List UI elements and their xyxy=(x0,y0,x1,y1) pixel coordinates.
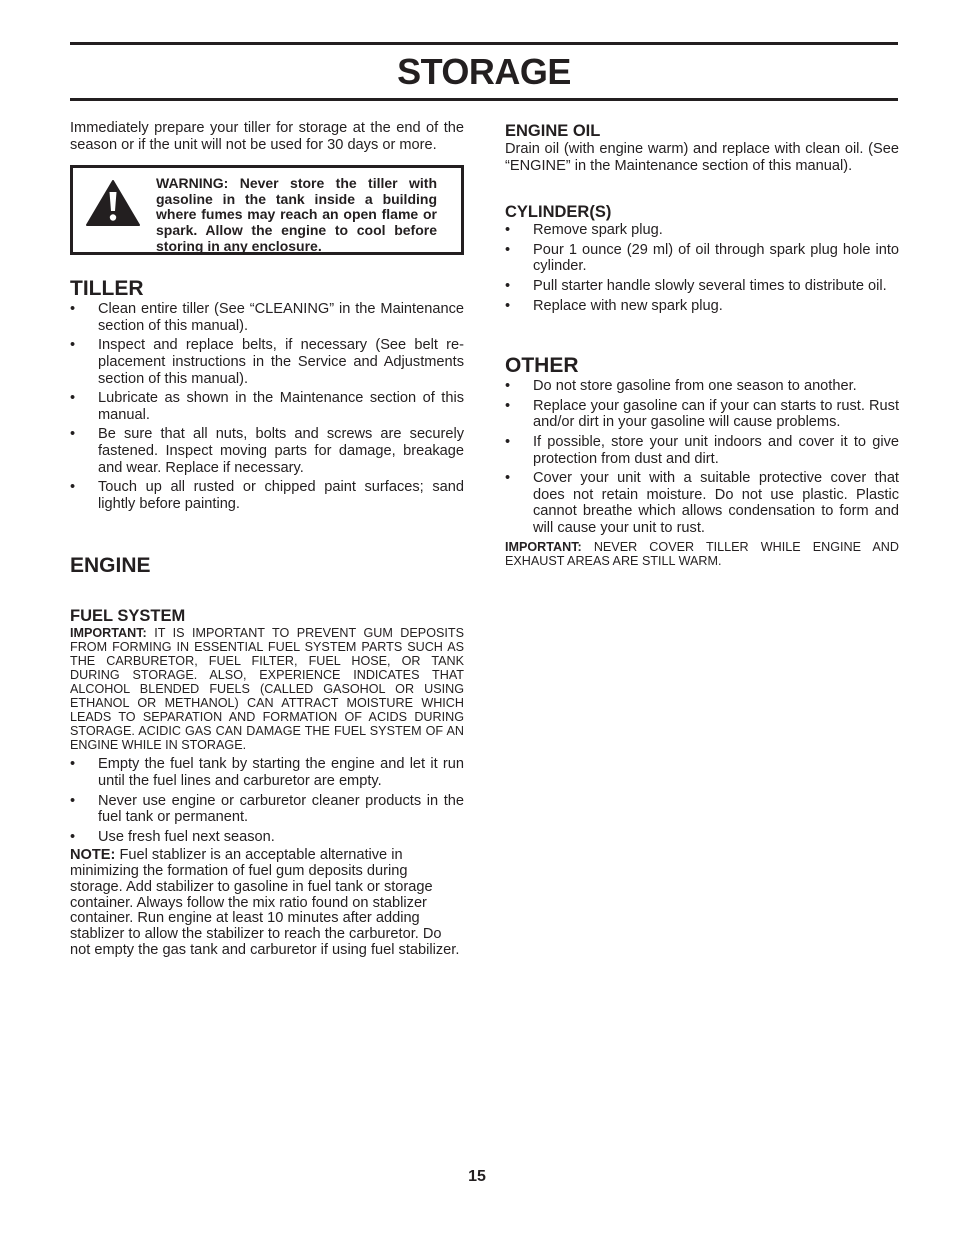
list-item: • Inspect and replace belts, if necessary (See belt re-placement instructions in the Service and Adjustments section of this manual). xyxy=(70,337,464,387)
engine-oil-paragraph: Drain oil (with engine warm) and replace with clean oil. (See “ENGINE” in the Maintenance section of this manual). xyxy=(505,141,899,174)
note-label: NOTE: xyxy=(70,847,116,864)
list-item: • Pull starter handle slowly several times to distribute oil. xyxy=(505,278,899,295)
engine-oil-heading: ENGINE OIL xyxy=(505,122,601,140)
list-item: • If possible, store your unit indoors and cover it to give protection from dust and dirt. xyxy=(505,434,899,467)
intro-paragraph: Immediately prepare your tiller for storage at the end of the season or if the unit will not be used for 30 days or more. xyxy=(70,120,464,153)
list-item: • Replace with new spark plug. xyxy=(505,298,899,315)
tiller-list xyxy=(70,301,464,512)
list-item: • Clean entire tiller (See “CLEANING” in the Maintenance section of this manual). xyxy=(70,301,464,334)
other-heading: OTHER xyxy=(505,354,579,378)
list-item: • Lubricate as shown in the Maintenance section of this manual. xyxy=(70,390,464,423)
cylinders-list xyxy=(505,222,899,314)
list-item: • Pour 1 ounce (29 ml) of oil through spark plug hole into cylinder. xyxy=(505,242,899,275)
warning-triangle-icon xyxy=(85,178,141,228)
list-item: • Replace your gasoline can if your can starts to rust. Rust and/or dirt in your gasoline will cause problems. xyxy=(505,398,899,431)
engine-heading: ENGINE xyxy=(70,554,151,578)
page-number: 15 xyxy=(468,1168,486,1185)
tiller-heading: TILLER xyxy=(70,277,144,301)
list-item: • Empty the fuel tank by starting the engine and let it run until the fuel lines and carburetor are empty. xyxy=(70,756,464,789)
important-label: IMPORTANT: xyxy=(70,626,147,641)
top-rule xyxy=(70,42,898,45)
warning-box xyxy=(70,165,464,255)
list-item: • Be sure that all nuts, bolts and screws are securely fastened. Inspect moving parts for damage, breakage and wear. Replace if necessary. xyxy=(70,426,464,476)
list-item: • Remove spark plug. xyxy=(505,222,899,239)
other-important-paragraph xyxy=(505,540,899,568)
important-text: NEVER COVER TILLER WHILE ENGINE AND EXHAUST AREAS ARE STILL WARM. xyxy=(505,539,899,568)
right-column xyxy=(505,120,899,568)
cylinders-heading: CYLINDER(S) xyxy=(505,203,612,222)
fuel-important-paragraph xyxy=(70,626,464,752)
list-item: • Use fresh fuel next season. xyxy=(70,829,464,846)
important-label: IMPORTANT: xyxy=(505,539,582,554)
fuel-system-list xyxy=(70,756,464,845)
list-item: • Cover your unit with a suitable protective cover that does not retain moisture. Do not use plastic. Plastic cannot breathe which allows condensation to form and will cause your unit to rust. xyxy=(505,470,899,536)
list-item: • Do not store gasoline from one season to another. xyxy=(505,378,899,395)
fuel-system-heading: FUEL SYSTEM xyxy=(70,607,186,626)
bottom-rule xyxy=(70,98,898,101)
list-item: • Touch up all rusted or chipped paint surfaces; sand lightly before painting. xyxy=(70,479,464,512)
warning-text: WARNING: Never store the tiller with gasoline in the tank inside a building where fumes may reach an open flame or spark. Allow the engine to cool before storing in any enclosure. xyxy=(156,175,437,254)
note-text: Fuel stablizer is an acceptable alternative in minimizing the formation of fuel gum deposits during storage. Add stabilizer to gasoline in fuel tank or storage container. Always follow the mix ratio found on stablizer container. Run engine at least 10 minutes after adding stablizer to allow the stabilizer to reach the carburetor. Do not empty the gas tank and carburetor if using fuel stabilizer. xyxy=(70,847,460,959)
list-item: • Never use engine or carburetor cleaner products in the fuel tank or permanent. xyxy=(70,793,464,826)
page-title: STORAGE xyxy=(397,51,571,92)
left-column xyxy=(70,120,464,959)
other-list xyxy=(505,378,899,536)
important-text: IT IS IMPORTANT TO PREVENT GUM DEPOSITS FROM FORMING IN ESSENTIAL FUEL SYSTEM PARTS SUCH AS THE CARBURETOR, FUEL FILTER, FUEL HOSE, OR TANK DURING STORAGE. ALSO, EXPERIENCE INDICATES THAT ALCOHOL BLENDED FUELS (CALLED GASOHOL OR USING ETHANOL OR METHANOL) CAN ATTRACT MOISTURE WHICH LEADS TO SEPARATION AND FORMATION OF ACIDS DURING STORAGE. ACIDIC GAS CAN DAMAGE THE FUEL SYSTEM OF AN ENGINE WHILE IN STORAGE. xyxy=(70,626,464,753)
fuel-note-paragraph xyxy=(70,848,464,959)
